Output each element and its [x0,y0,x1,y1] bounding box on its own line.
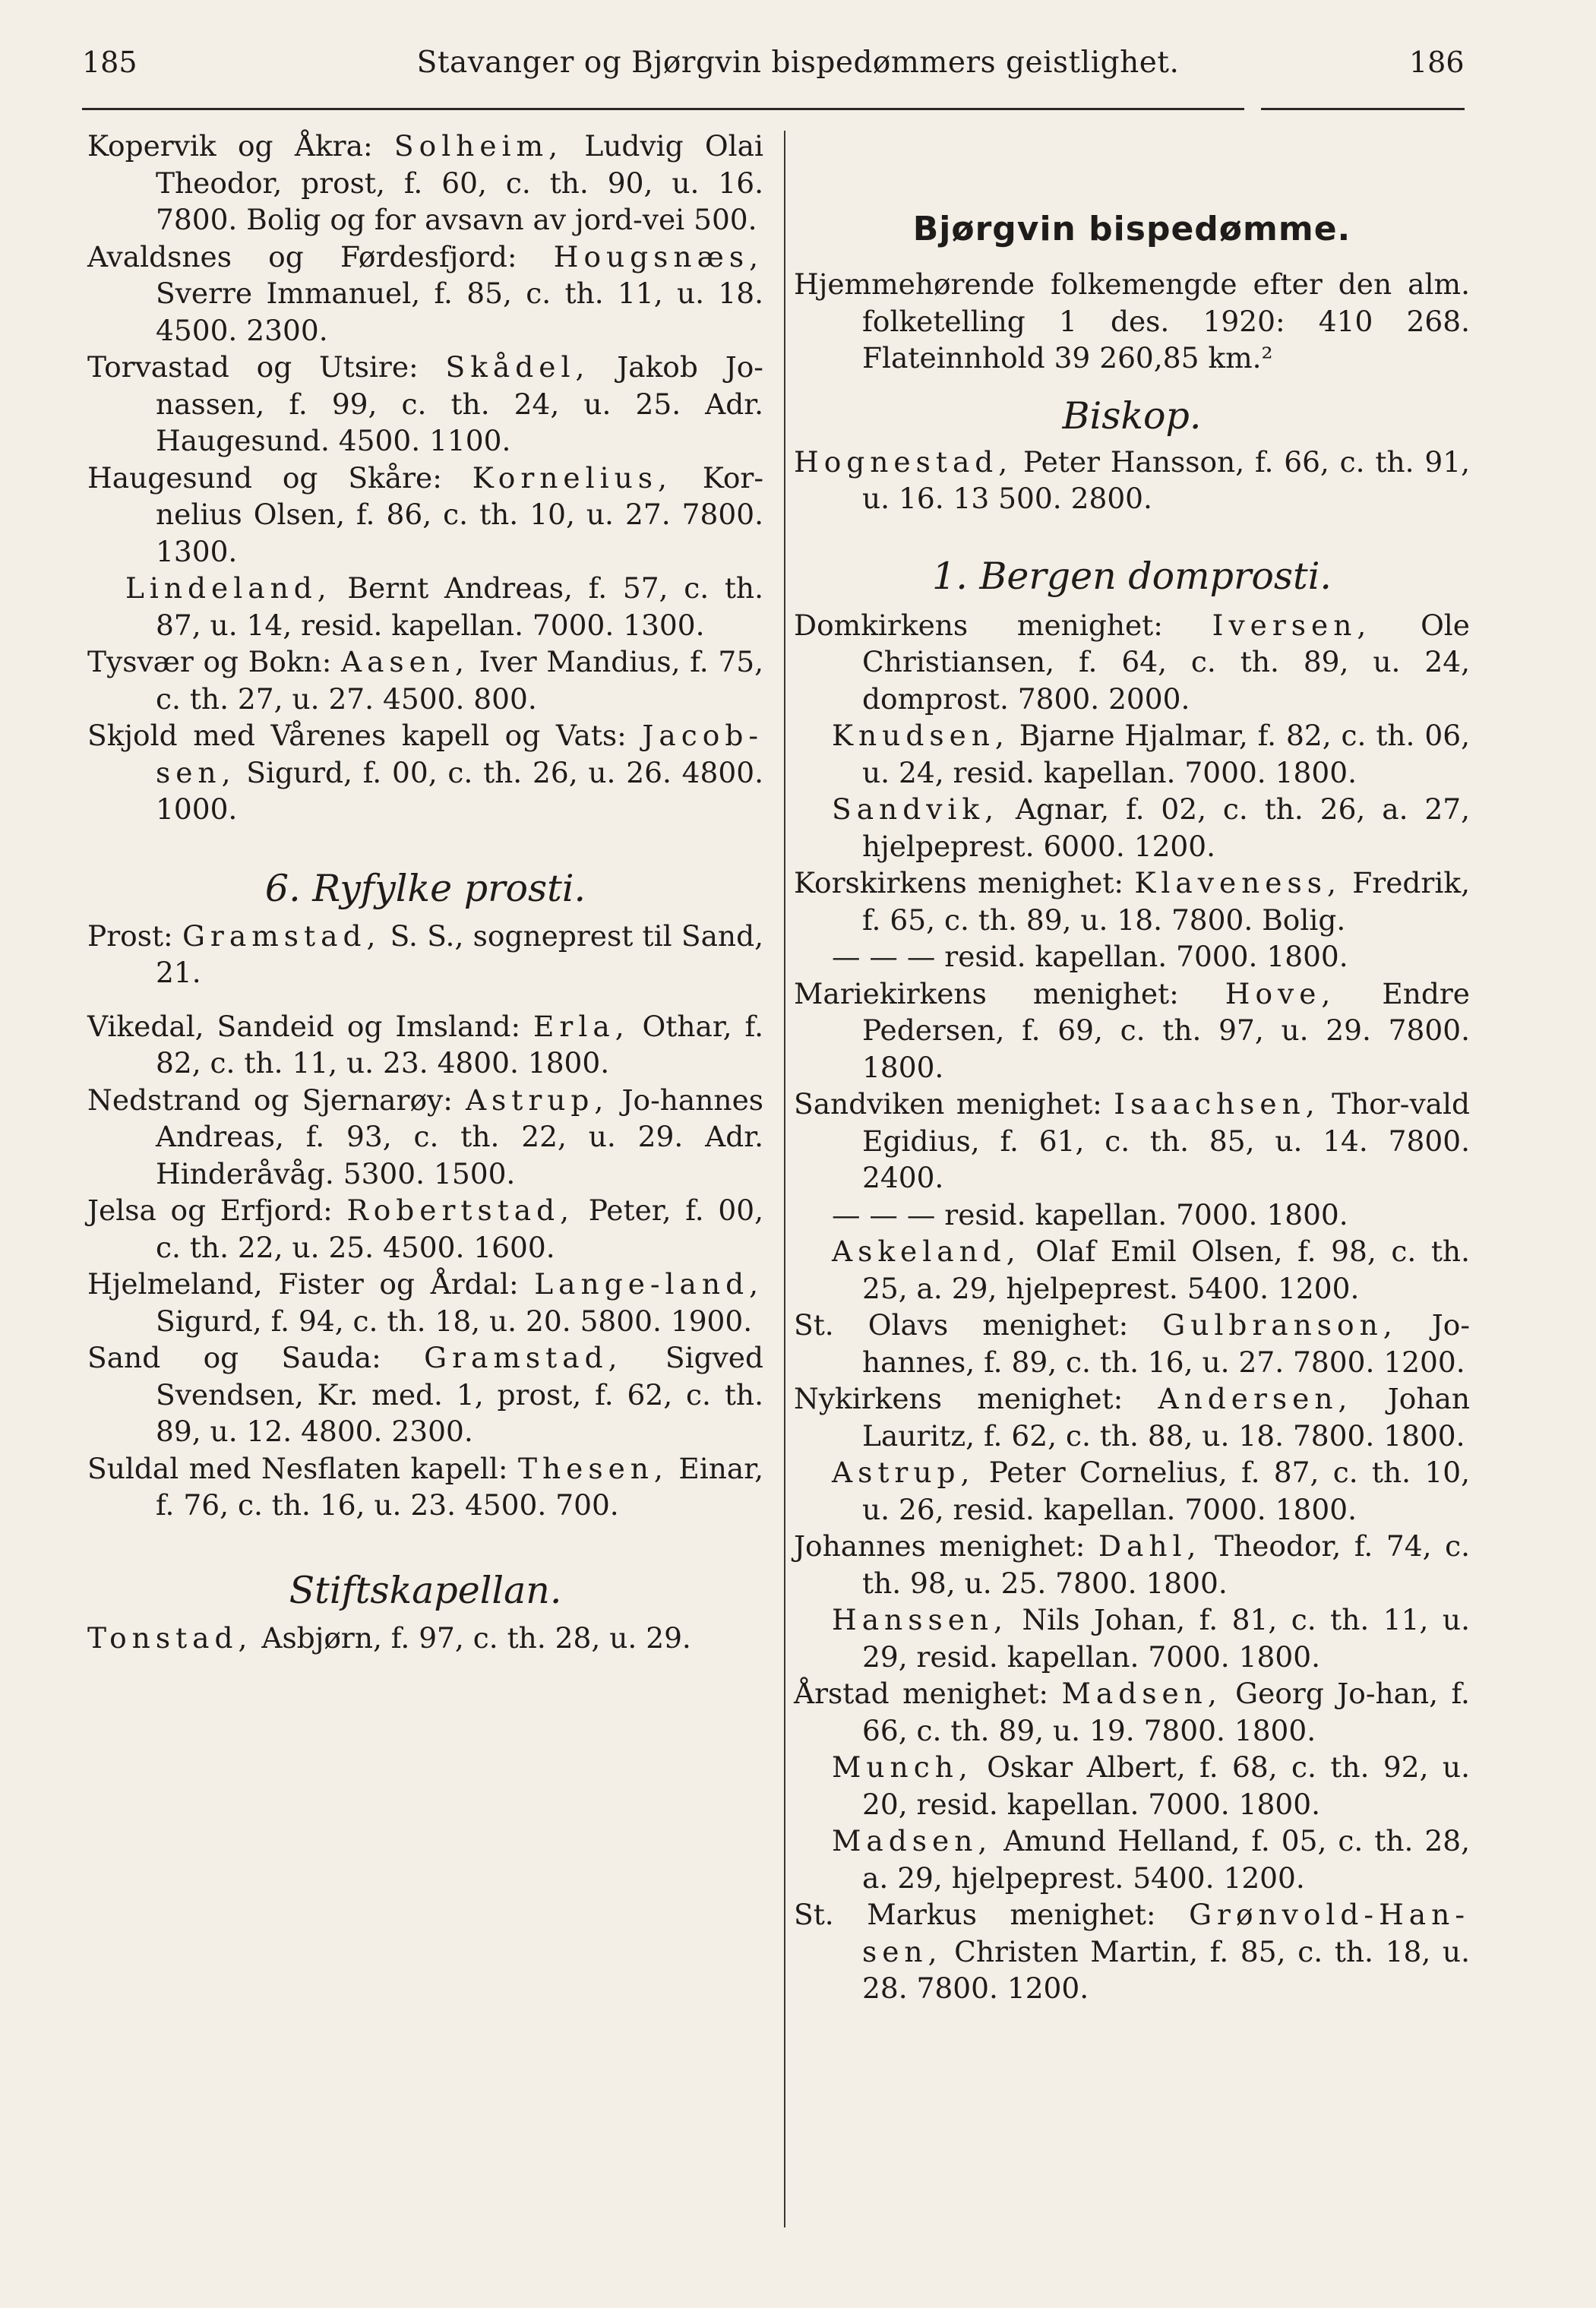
entry: Domkirkens menighet: Iversen, Ole Christiansen, f. 64, c. th. 89, u. 24, domprost. 7800. 2000. [794,608,1470,716]
entry: Hanssen, Nils Johan, f. 81, c. th. 11, u. 29, resid. kapellan. 7000. 1800. [832,1603,1470,1674]
entry: Korskirkens menighet: Klaveness, Fredrik, f. 65, c. th. 89, u. 18. 7800. Bolig. [794,866,1470,937]
entry: Madsen, Amund Helland, f. 05, c. th. 28, a. 29, hjelpeprest. 5400. 1200. [832,1824,1470,1895]
entry: St. Olavs menighet: Gulbranson, Jo-hannes, f. 89, c. th. 16, u. 27. 7800. 1200. [794,1308,1470,1379]
entry: Tonstad, Asbjørn, f. 97, c. th. 28, u. 29. [87,1620,691,1655]
entry: Nedstrand og Sjernarøy: Astrup, Jo-hannes Andreas, f. 93, c. th. 22, u. 29. Adr. Hinderåvåg. 5300. 1500. [87,1083,764,1190]
entry: Astrup, Peter Cornelius, f. 87, c. th. 10, u. 26, resid. kapellan. 7000. 1800. [832,1456,1470,1526]
entry: Askeland, Olaf Emil Olsen, f. 98, c. th. 25, a. 29, hjelpeprest. 5400. 1200. [832,1235,1470,1305]
bergen-entries [794,607,1470,2007]
entry: Suldal med Nesflaten kapell: Thesen, Einar, f. 76, c. th. 16, u. 23. 4500. 700. [87,1451,763,1522]
entry: Sand og Sauda: Gramstad, Sigved Svendsen, Kr. med. 1, prost, f. 62, c. th. 89, u. 12. 4800. 2300. [87,1341,763,1448]
stavanger-entries [87,128,763,828]
entry: Knudsen, Bjarne Hjalmar, f. 82, c. th. 06, u. 24, resid. kapellan. 7000. 1800. [832,719,1470,789]
entry: Årstad menighet: Madsen, Georg Jo-han, f. 66, c. th. 89, u. 19. 7800. 1800. [794,1677,1470,1747]
entry: Skjold med Vårenes kapell og Vats: Jacob-sen, Sigurd, f. 00, c. th. 26, u. 26. 4800. 1000. [87,719,763,826]
entry: — — — resid. kapellan. 7000. 1800. [832,940,1348,973]
right-column [794,128,1470,2007]
biskop-entry: Hognestad, Peter Hansson, f. 66, c. th. 91, u. 16. 13 500. 2800. [794,444,1470,515]
page-header [0,46,1596,99]
entry: Sandvik, Agnar, f. 02, c. th. 26, a. 27, hjelpeprest. 6000. 1200. [832,792,1470,863]
entry: Sandviken menighet: Isaachsen, Thor-vald Egidius, f. 61, c. th. 85, u. 14. 7800. 2400. [794,1087,1470,1194]
entry: Torvastad og Utsire: Skådel, Jakob Jo-nassen, f. 99, c. th. 24, u. 25. Adr. Haugesund. 4500. 1100. [87,350,763,457]
entry: Lindeland, Bernt Andreas, f. 57, c. th. 87, u. 14, resid. kapellan. 7000. 1300. [125,571,763,642]
entry: Tysvær og Bokn: Aasen, Iver Mandius, f. 75, c. th. 27, u. 27. 4500. 800. [87,645,763,716]
entry: Nykirkens menighet: Andersen, Johan Lauritz, f. 62, c. th. 88, u. 18. 7800. 1800. [794,1382,1470,1453]
entry: Johannes menighet: Dahl, Theodor, f. 74, c. th. 98, u. 25. 7800. 1800. [794,1529,1470,1600]
column-divider [784,131,785,2227]
left-column [87,128,763,1656]
entry: Kopervik og Åkra: Solheim, Ludvig Olai Theodor, prost, f. 60, c. th. 90, u. 16. 7800. Bolig og for avsavn av jord-vei 500. [87,129,763,236]
entry: Avaldsnes og Førdesfjord: Hougsnæs, Sverre Immanuel, f. 85, c. th. 11, u. 18. 4500. 2300. [87,239,763,347]
entry: Hjelmeland, Fister og Årdal: Lange-land, Sigurd, f. 94, c. th. 18, u. 20. 5800. 1900. [87,1267,763,1338]
section-title-stiftskapellan: Stiftskapellan. [289,1568,562,1612]
entry: Munch, Oskar Albert, f. 68, c. th. 92, u. 20, resid. kapellan. 7000. 1800. [832,1750,1470,1821]
entry: Vikedal, Sandeid og Imsland: Erla, Othar, f. 82, c. th. 11, u. 23. 4800. 1800. [87,1009,763,1080]
entry: Haugesund og Skåre: Kornelius, Kor-nelius Olsen, f. 86, c. th. 10, u. 27. 7800. 1300. [87,460,763,568]
section-title-bergen: 1. Bergen domprosti. [932,554,1332,598]
entry: — — — resid. kapellan. 7000. 1800. [832,1197,1348,1231]
right-page-number: 186 [1409,46,1465,79]
diocese-intro: Hjemmehørende folkemengde efter den alm. folketelling 1 des. 1920: 410 268. Flateinnhold 39 260,85 km.² [794,267,1470,375]
header-rule-right [1261,108,1465,110]
entry: Mariekirkens menighet: Hove, Endre Pedersen, f. 69, c. th. 97, u. 29. 7800. 1800. [794,976,1470,1084]
entry: St. Markus menighet: Grønvold-Han-sen, Christen Martin, f. 85, c. th. 18, u. 28. 7800. 1200. [794,1898,1470,2005]
section-title-ryfylke: 6. Ryfylke prosti. [264,866,586,910]
diocese-title: Bjørgvin bispedømme. [912,210,1351,248]
prost-entry: Prost: Gramstad, S. S., sogneprest til Sand, 21. [87,918,764,989]
section-title-biskop: Biskop. [1062,394,1202,438]
left-page-number: 185 [82,46,137,79]
running-title: Stavanger og Bjørgvin bispedømmers geistlighet. [416,46,1180,80]
header-rule [82,108,1244,110]
ryfylke-entries [87,1008,763,1524]
entry: Jelsa og Erfjord: Robertstad, Peter, f. 00, c. th. 22, u. 25. 4500. 1600. [87,1194,763,1264]
